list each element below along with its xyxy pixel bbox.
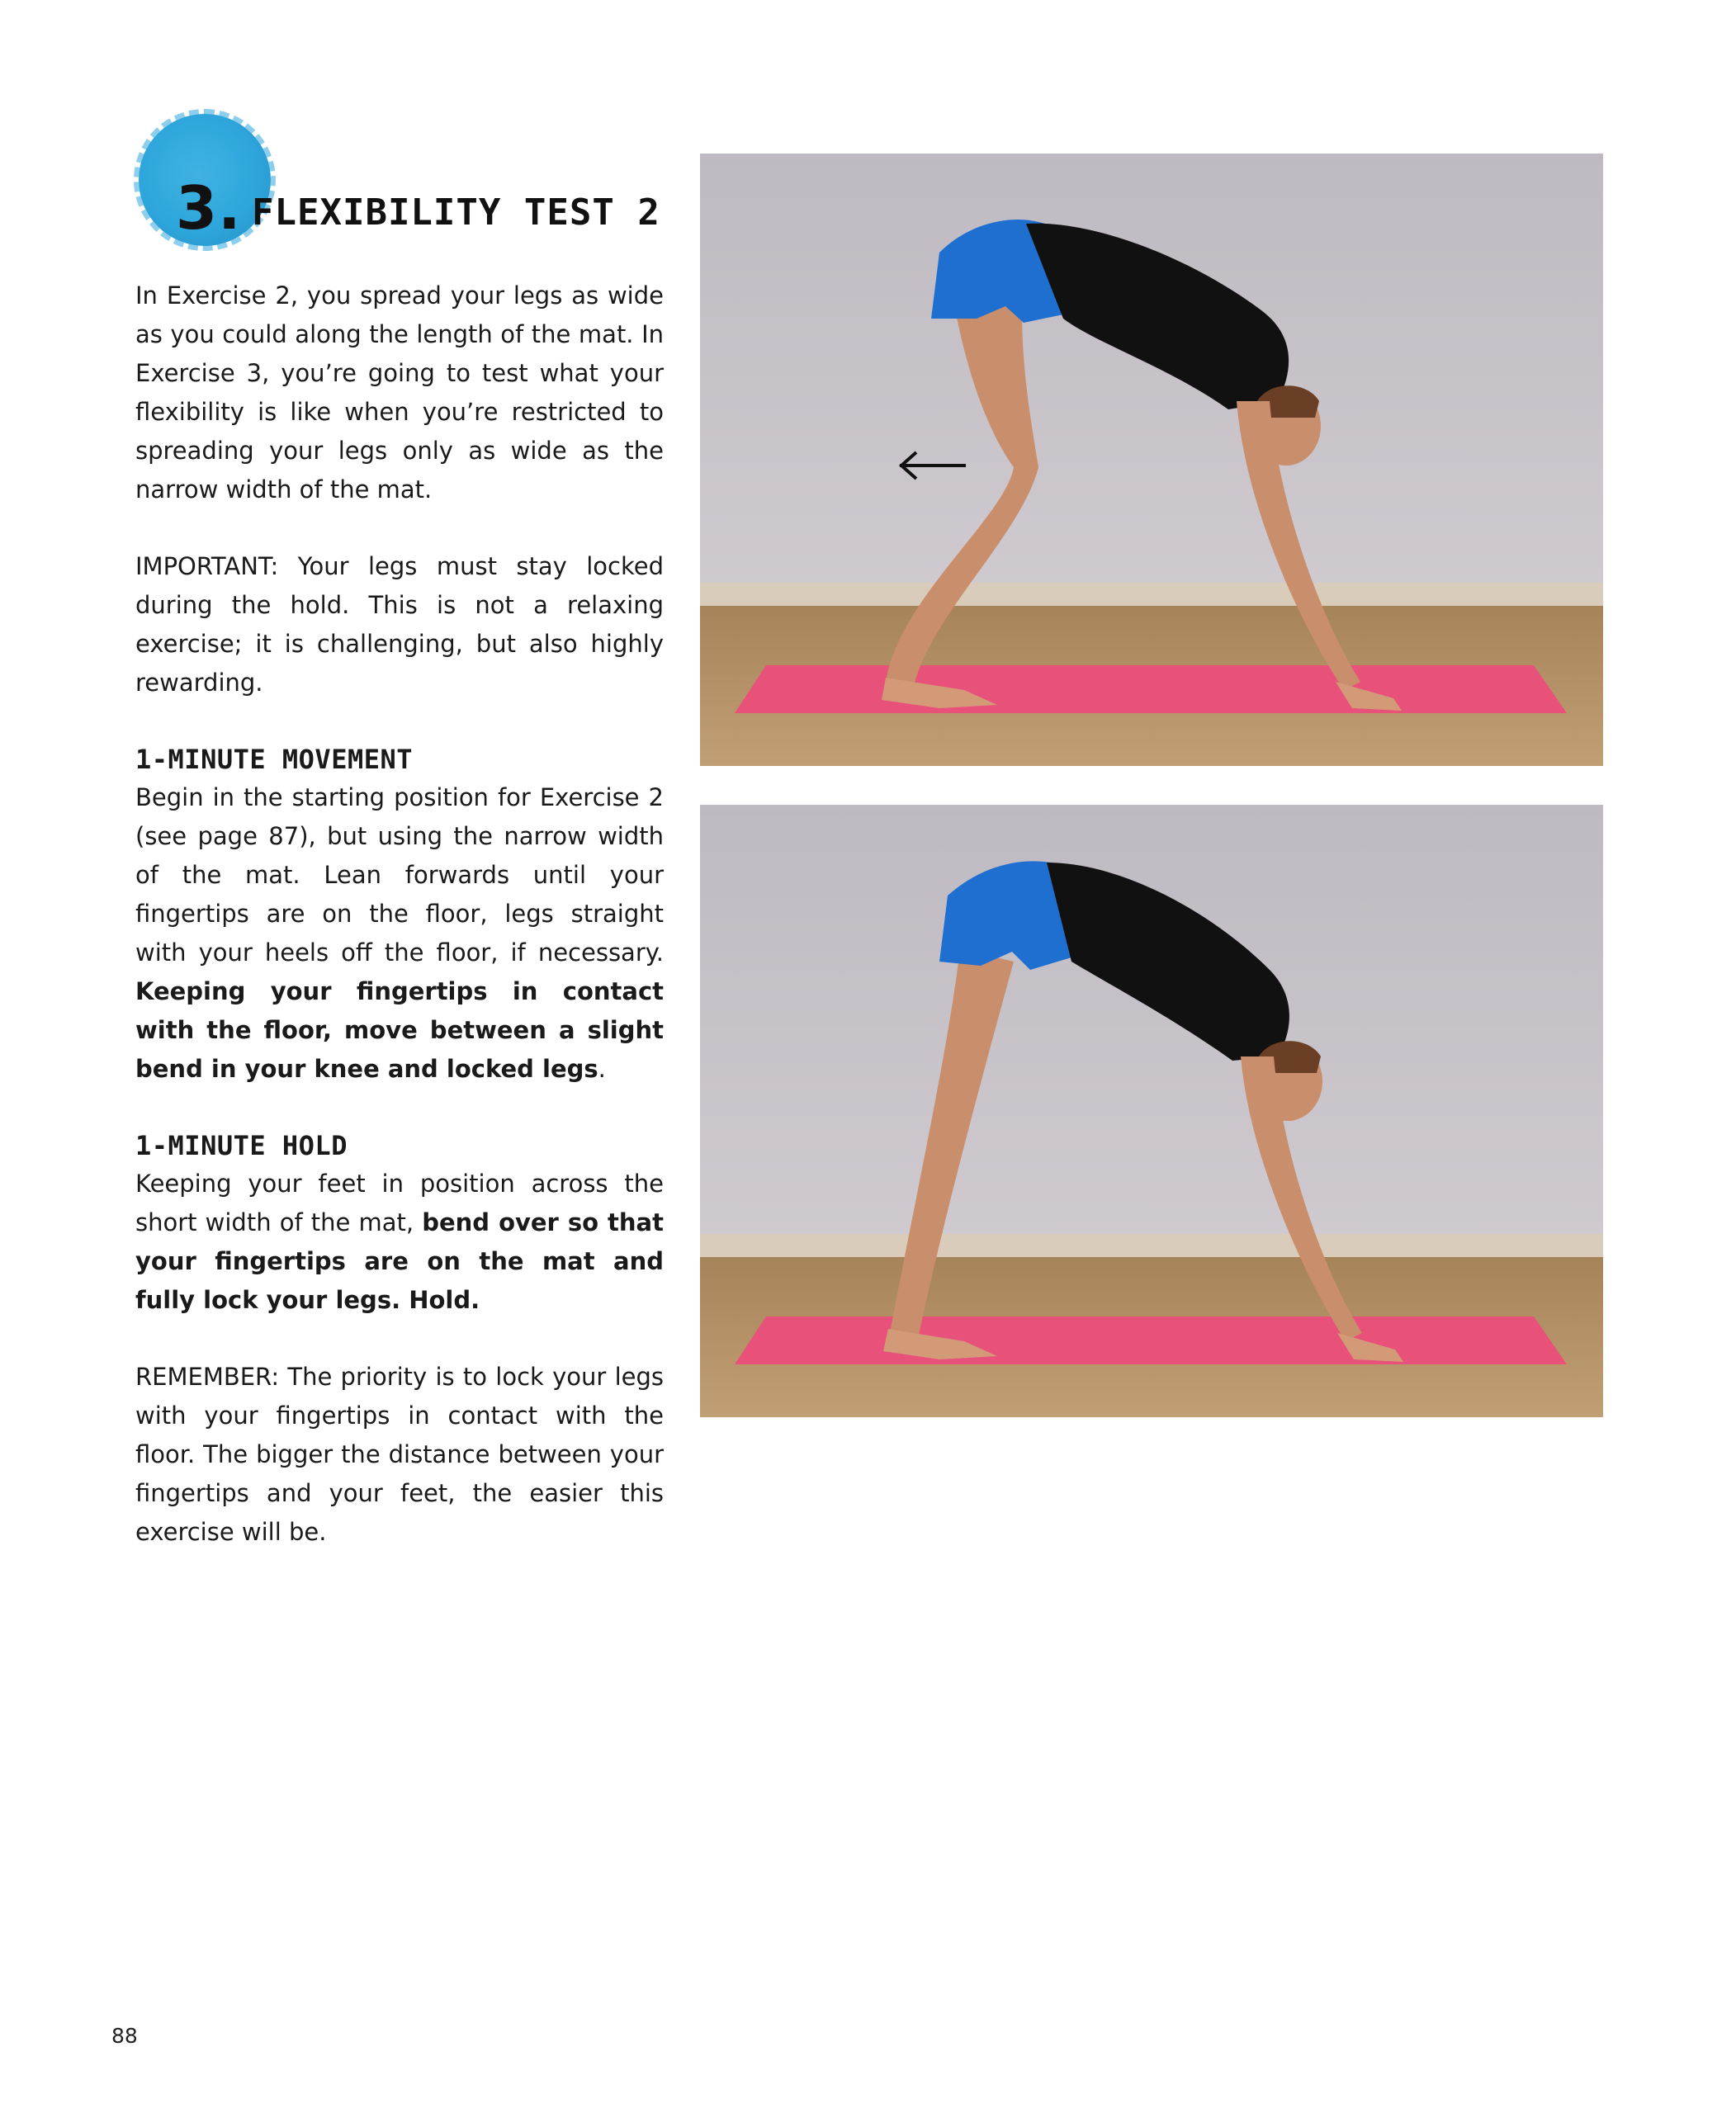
heading-number: 3.	[176, 173, 242, 243]
movement-heading: 1-MINUTE MOVEMENT	[135, 744, 414, 775]
hold-paragraph	[135, 1165, 664, 1320]
hold-bold-text: bend over so that your fingertips are on the mat and fully lock your legs. Hold.	[135, 1208, 664, 1314]
movement-end: .	[598, 1055, 606, 1083]
hold-heading: 1-MINUTE HOLD	[135, 1130, 348, 1161]
remember-paragraph: REMEMBER: The priority is to lock your legs with your fingertips in contact with the floor. The bigger the distance between your fingertips and your feet, the easier this exercise will be.	[135, 1363, 664, 1546]
movement-paragraph	[135, 778, 664, 1089]
movement-text: Begin in the starting position for Exercise 2 (see page 87), but using the narrow width of the mat. Lean forwards until your fingertips are on the floor, legs straight with your heels off the floor, if necessary.	[135, 783, 664, 967]
movement-bold-text: Keeping your fingertips in contact with the floor, move between a slight bend in your knee and locked legs	[135, 977, 664, 1083]
important-paragraph: IMPORTANT: Your legs must stay locked during the hold. This is not a relaxing exercise; it is challenging, but also highly rewarding.	[135, 552, 664, 697]
photo-locked-legs	[700, 805, 1603, 1417]
intro-paragraph: In Exercise 2, you spread your legs as wide as you could along the length of the mat. In Exercise 3, you’re going to test what your flexibility is like when you’re restricted to spreading your legs only as wide as the narrow width of the mat.	[135, 281, 664, 503]
hold-text: Keeping your feet in position across the short width of the mat,	[135, 1170, 664, 1236]
page-number: 88	[111, 2024, 138, 2048]
mat-shape	[735, 665, 1567, 713]
photo-locked-legs-illustration	[700, 805, 1603, 1417]
text-column	[135, 277, 664, 1590]
photo-knee-bend-illustration	[700, 154, 1603, 766]
mat-shape-2	[735, 1316, 1567, 1364]
heading-title: FLEXIBILITY TEST 2	[252, 191, 660, 234]
photo-knee-bend	[700, 154, 1603, 766]
